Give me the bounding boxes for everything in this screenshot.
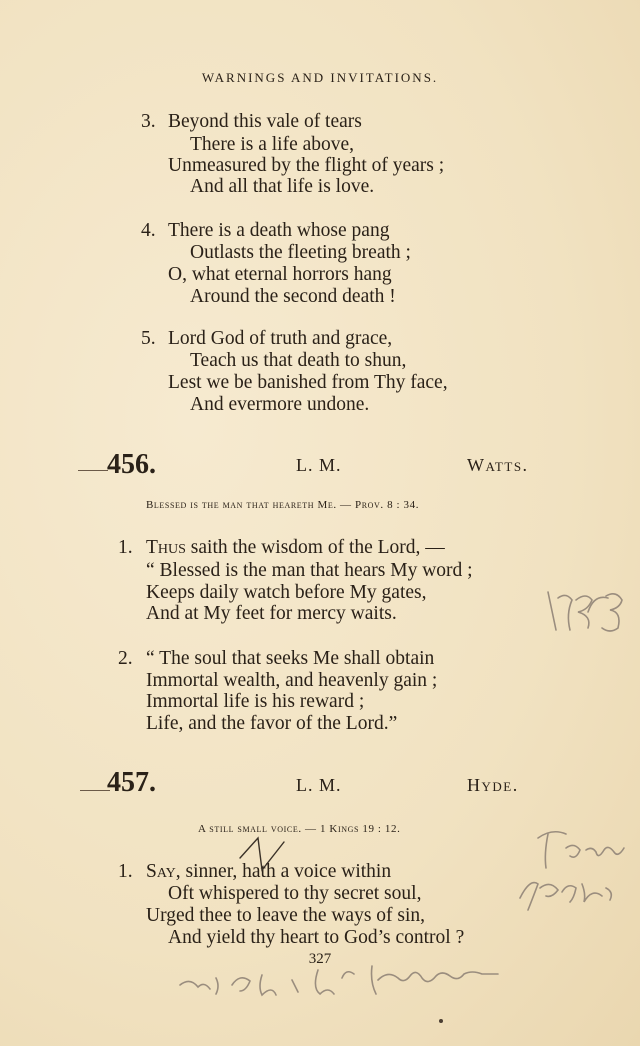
verse-line: “ Blessed is the man that hears My word ;	[146, 560, 473, 581]
verse-line: Beyond this vale of tears	[168, 111, 362, 132]
scripture-epigraph: Blessed is the man that heareth Me. — Prov. 8 : 34.	[146, 499, 420, 511]
verse-line: And all that life is love.	[190, 176, 375, 197]
verse-line-rest: sinner, hath a voice within	[180, 861, 392, 882]
verse-line-rest: saith the wisdom of the Lord, —	[185, 537, 445, 558]
scripture-epigraph: A still small voice. — 1 Kings 19 : 12.	[198, 823, 401, 835]
stanza-number: 2.	[118, 648, 133, 669]
hymn-number: 457.	[107, 767, 156, 798]
verse-line: Life, and the favor of the Lord.”	[146, 713, 398, 734]
hymn-author: Hyde.	[467, 775, 519, 795]
verse-line: Lord God of truth and grace,	[168, 328, 393, 349]
verse-line: Urged thee to leave the ways of sin,	[146, 905, 426, 926]
verse-line: Around the second death !	[190, 286, 396, 307]
stanza-number: 1.	[118, 861, 133, 882]
verse-line: Outlasts the fleeting breath ;	[190, 242, 411, 263]
verse-line: And yield thy heart to God’s control ?	[168, 927, 465, 948]
verse-line: There is a death whose pang	[168, 220, 390, 241]
page-number: 327	[308, 951, 332, 967]
verse-line: “ The soul that seeks Me shall obtain	[146, 648, 435, 669]
verse-line: Keeps daily watch before My gates,	[146, 582, 427, 603]
verse-line: And evermore undone.	[190, 394, 370, 415]
hymn-number: 456.	[107, 449, 156, 480]
verse-line: Oft whispered to thy secret soul,	[168, 883, 422, 904]
stanza-number: 1.	[118, 537, 133, 558]
verse-line: Lest we be banished from Thy face,	[168, 372, 448, 393]
verse-line: Unmeasured by the flight of years ;	[168, 155, 445, 176]
running-head: WARNINGS AND INVITATIONS.	[201, 70, 439, 85]
hymn-author: Watts.	[467, 455, 529, 475]
margin-scribble	[548, 592, 592, 630]
stanza-number: 4.	[141, 220, 156, 241]
drop-word: Say,	[146, 861, 181, 882]
hymn-meter: L. M.	[296, 455, 342, 475]
stanza-number: 3.	[141, 111, 156, 132]
verse-line: O, what eternal horrors hang	[168, 264, 392, 285]
drop-word: Thus	[146, 537, 186, 558]
stanza-number: 5.	[141, 328, 156, 349]
hymn-meter: L. M.	[296, 775, 342, 795]
verse-line: Immortal life is his reward ;	[146, 691, 365, 712]
ink-dot	[439, 1019, 443, 1023]
verse-line: And at My feet for mercy waits.	[146, 603, 397, 624]
verse-line: Immortal wealth, and heavenly gain ;	[146, 670, 438, 691]
verse-line: Teach us that death to shun,	[190, 350, 407, 371]
verse-line: There is a life above,	[190, 134, 355, 155]
